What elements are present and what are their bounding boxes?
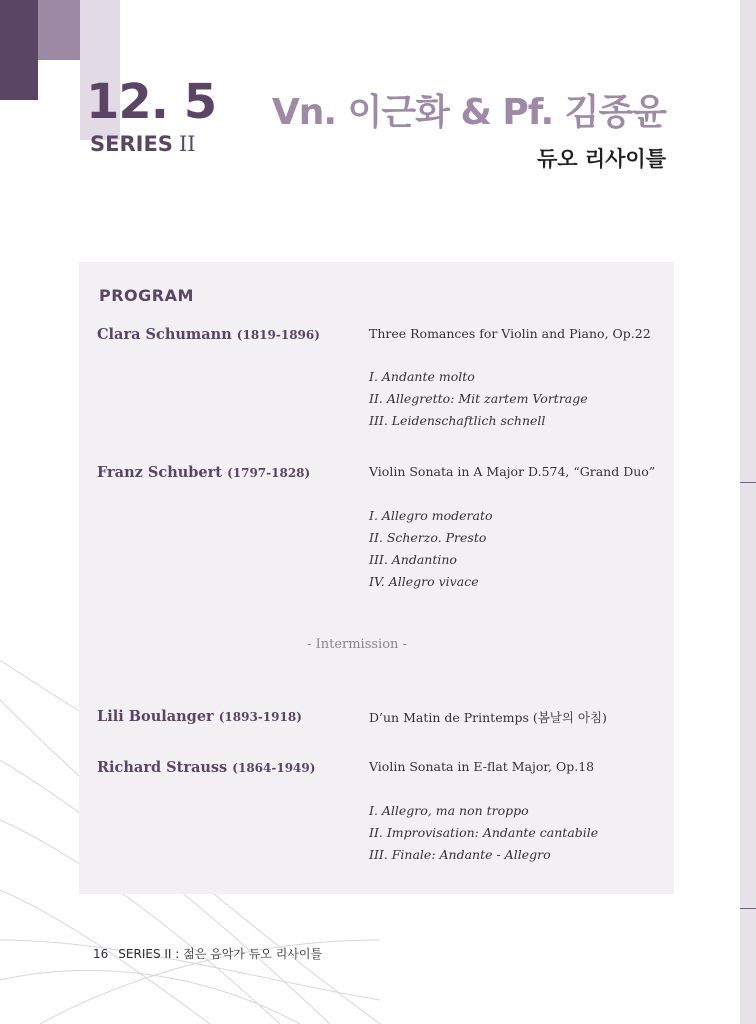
program-heading: PROGRAM (99, 286, 194, 305)
edge-tick-mark (740, 482, 756, 483)
movement: I. Allegro moderato (369, 508, 493, 523)
composer-years: (1864-1949) (232, 761, 316, 775)
program-panel (79, 262, 674, 894)
footer-text: SERIES II : 젊은 음악가 듀오 리사이틀 (118, 947, 323, 961)
series-numeral: II (178, 132, 196, 156)
composer-name (97, 759, 315, 776)
decorative-block-dark (0, 0, 38, 100)
movement: I. Allegro, ma non troppo (369, 803, 529, 818)
work-title: Three Romances for Violin and Piano, Op.22 (369, 326, 651, 341)
composer-years: (1819-1896) (236, 328, 320, 342)
movement: I. Andante molto (369, 369, 475, 384)
composer-name-text: Richard Strauss (97, 759, 228, 776)
decorative-block-mid (38, 0, 80, 60)
work-title: D’un Matin de Printemps (봄날의 아침) (369, 710, 607, 725)
page-edge-strip (740, 0, 756, 1024)
work-title: Violin Sonata in A Major D.574, “Grand Duo” (369, 464, 656, 479)
composer-name (97, 464, 310, 481)
concert-title: 듀오 리사이틀 (536, 147, 666, 171)
performers-title: Vn. 이근화 & Pf. 김종윤 (271, 92, 666, 133)
composer-name-text: Lili Boulanger (97, 708, 214, 725)
composer-name (97, 326, 320, 343)
movement: II. Scherzo. Presto (369, 530, 487, 545)
intermission-label: - Intermission - (307, 637, 407, 652)
series-label-text: SERIES (90, 132, 173, 156)
work-title: Violin Sonata in E-flat Major, Op.18 (369, 759, 595, 774)
page-number: 16 (93, 947, 109, 961)
movement: II. Allegretto: Mit zartem Vortrage (369, 391, 588, 406)
concert-date: 12. 5 (86, 74, 217, 130)
composer-name-text: Clara Schumann (97, 326, 232, 343)
movement: III. Leidenschaftlich schnell (369, 413, 546, 428)
edge-tick-mark (740, 908, 756, 909)
movement: IV. Allegro vivace (369, 574, 479, 589)
composer-name (97, 708, 302, 725)
movement: III. Andantino (369, 552, 457, 567)
composer-name-text: Franz Schubert (97, 464, 222, 481)
movement: II. Improvisation: Andante cantabile (369, 825, 599, 840)
composer-years: (1893-1918) (218, 710, 302, 724)
composer-years: (1797-1828) (227, 466, 311, 480)
movement: III. Finale: Andante - Allegro (369, 847, 551, 862)
page-footer (93, 945, 322, 962)
series-label (90, 132, 196, 156)
